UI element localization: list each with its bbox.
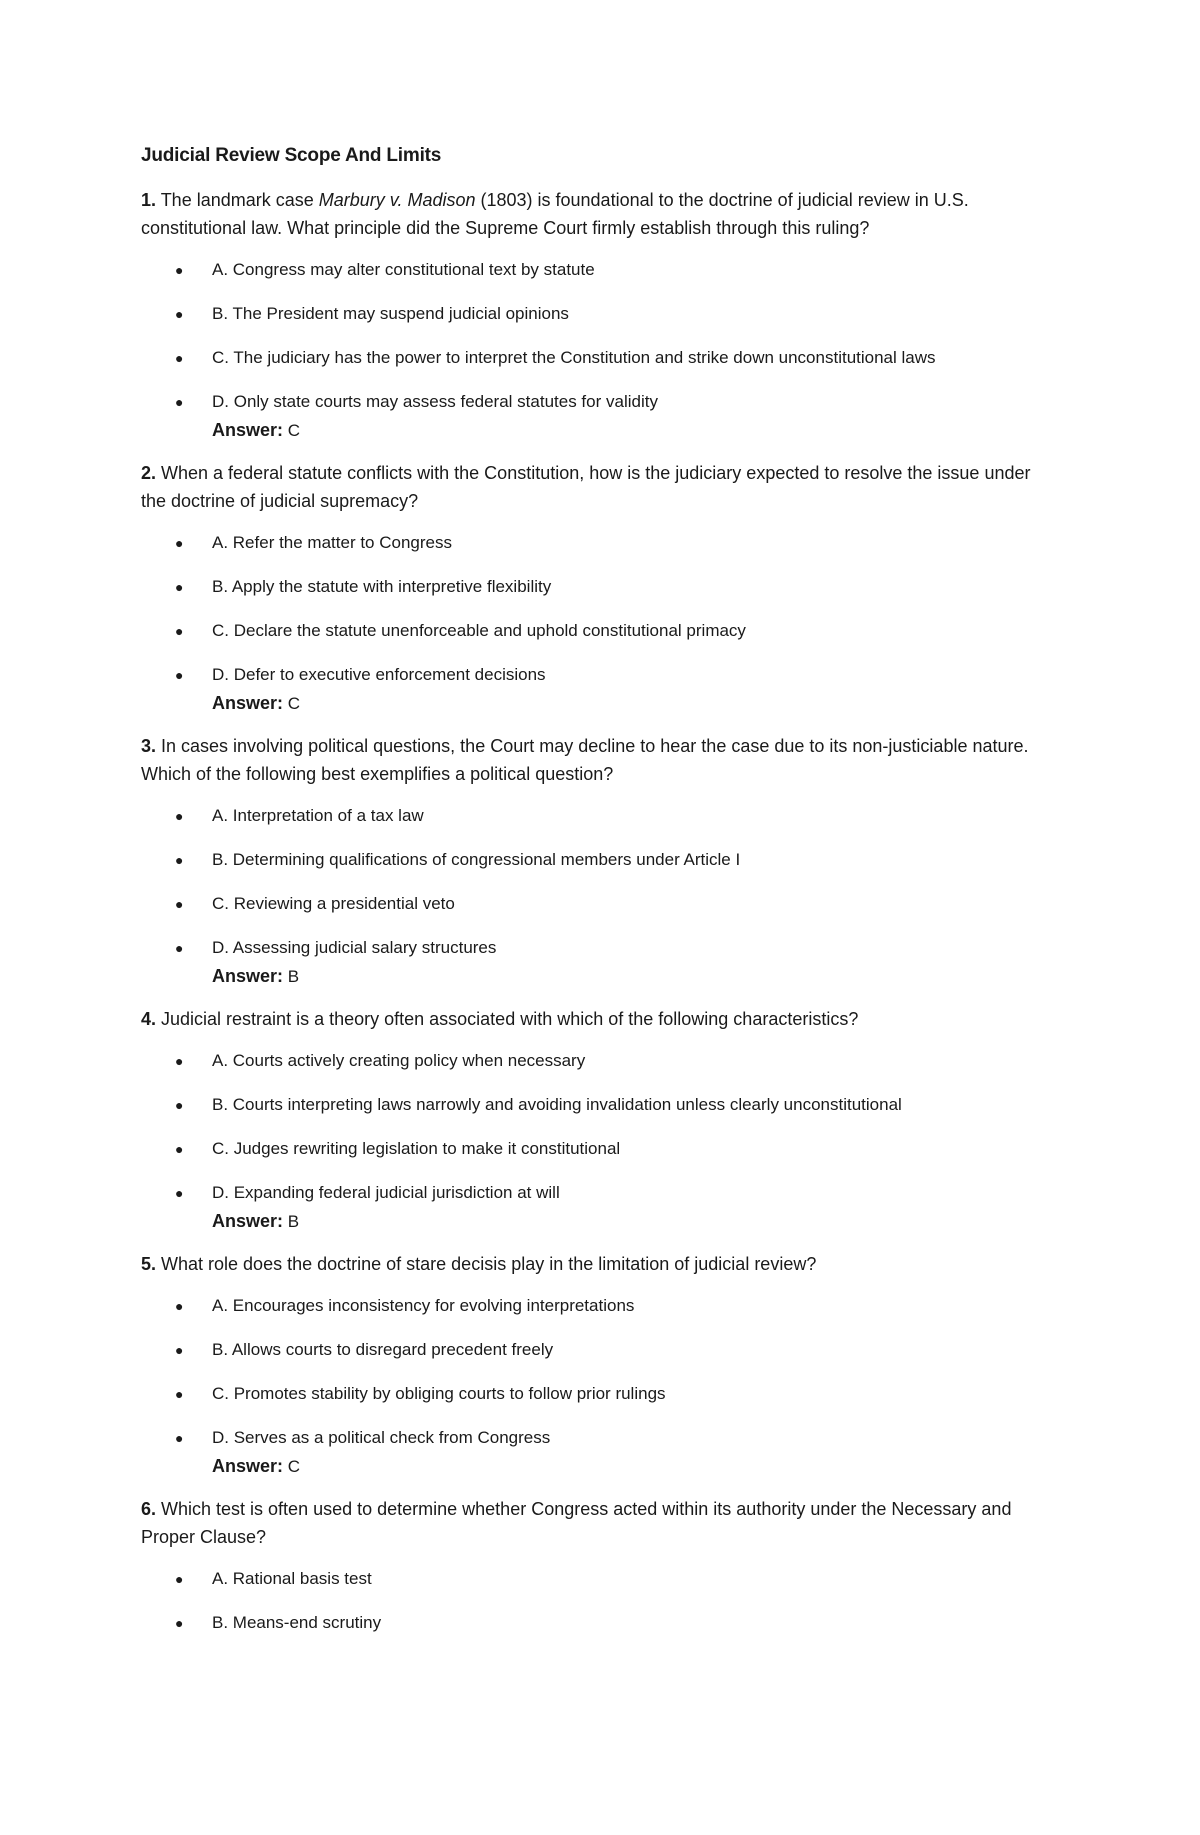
answer-line [141,689,1060,718]
option-label: A. Congress may alter constitutional text by statute [212,260,595,279]
option-d [141,1179,1060,1207]
bullet-icon: ● [175,808,184,824]
option-label: A. Refer the matter to Congress [212,533,452,552]
bullet-icon: ● [175,1342,184,1358]
bullet-icon: ● [175,262,184,278]
option-b [141,1336,1060,1364]
option-label: B. Allows courts to disregard precedent freely [212,1340,554,1359]
answer-value: B [283,967,300,986]
bullet-icon: ● [175,896,184,912]
question-number: 4. [141,1009,157,1029]
option-a [141,256,1060,284]
option-list [141,1047,1060,1207]
question-text-part: In cases involving political questions, the Court may decline to hear the case due to its non-justiciable nature. Which of the following best exemplifies a political question? [141,736,1029,784]
option-label: D. Assessing judicial salary structures [212,938,497,957]
document-title: Judicial Review Scope And Limits [141,145,442,166]
option-label: A. Rational basis test [212,1569,372,1588]
option-d [141,1424,1060,1452]
option-b [141,300,1060,328]
question-text [141,1250,1060,1278]
option-label: C. Reviewing a presidential veto [212,894,455,913]
answer-value: C [283,421,301,440]
bullet-icon: ● [175,1615,184,1631]
option-b [141,846,1060,874]
option-a [141,1047,1060,1075]
option-label: D. Only state courts may assess federal statutes for validity [212,392,658,411]
bullet-icon: ● [175,1298,184,1314]
option-label: B. Apply the statute with interpretive flexibility [212,577,552,596]
option-b [141,573,1060,601]
bullet-icon: ● [175,350,184,366]
option-label: B. Courts interpreting laws narrowly and avoiding invalidation unless clearly unconstitutional [212,1095,902,1114]
answer-line [141,1452,1060,1481]
option-a [141,529,1060,557]
bullet-icon: ● [175,852,184,868]
question-number: 5. [141,1254,157,1274]
bullet-icon: ● [175,535,184,551]
bullet-icon: ● [175,1185,184,1201]
option-b [141,1609,1060,1637]
option-list [141,529,1060,689]
answer-label: Answer: [212,693,284,713]
option-a [141,1565,1060,1593]
case-name: Marbury v. Madison [318,190,476,210]
question-number: 3. [141,736,157,756]
option-c [141,344,1060,372]
option-label: A. Encourages inconsistency for evolving interpretations [212,1296,635,1315]
option-label: B. The President may suspend judicial opinions [212,304,569,323]
bullet-icon: ● [175,1430,184,1446]
bullet-icon: ● [175,623,184,639]
bullet-icon: ● [175,940,184,956]
option-label: D. Expanding federal judicial jurisdiction at will [212,1183,560,1202]
answer-label: Answer: [212,966,284,986]
question-text-part: Judicial restraint is a theory often associated with which of the following characteristics? [156,1009,859,1029]
option-label: C. Declare the statute unenforceable and uphold constitutional primacy [212,621,746,640]
option-label: C. Promotes stability by obliging courts to follow prior rulings [212,1384,666,1403]
bullet-icon: ● [175,1386,184,1402]
option-label: A. Interpretation of a tax law [212,806,424,825]
option-list [141,1292,1060,1452]
question-text [141,1005,1060,1033]
answer-label: Answer: [212,420,284,440]
answer-line [141,962,1060,991]
question-number: 2. [141,463,157,483]
question-text-part: The landmark case [156,190,319,210]
answer-value: B [283,1212,300,1231]
bullet-icon: ● [175,1097,184,1113]
question-text [141,732,1060,788]
question-text-part: Which test is often used to determine whether Congress acted within its authority under the Necessary and Proper Clause? [141,1499,1012,1547]
option-d [141,661,1060,689]
bullet-icon: ● [175,667,184,683]
answer-label: Answer: [212,1211,284,1231]
question-2 [141,459,1060,718]
question-5 [141,1250,1060,1481]
option-label: D. Serves as a political check from Congress [212,1428,551,1447]
bullet-icon: ● [175,1053,184,1069]
option-b [141,1091,1060,1119]
question-4 [141,1005,1060,1236]
option-c [141,890,1060,918]
option-list [141,256,1060,416]
answer-value: C [283,694,301,713]
bullet-icon: ● [175,1141,184,1157]
question-1 [141,186,1060,445]
bullet-icon: ● [175,394,184,410]
option-a [141,1292,1060,1320]
question-text-part: When a federal statute conflicts with the Constitution, how is the judiciary expected to resolve the issue under the doctrine of judicial supremacy? [141,463,1031,511]
option-label: A. Courts actively creating policy when necessary [212,1051,586,1070]
question-number: 6. [141,1499,157,1519]
option-d [141,934,1060,962]
answer-value: C [283,1457,301,1476]
question-text [141,186,1060,242]
option-a [141,802,1060,830]
question-text [141,459,1060,515]
option-c [141,617,1060,645]
option-label: B. Means-end scrutiny [212,1613,382,1632]
bullet-icon: ● [175,306,184,322]
option-list [141,1565,1060,1637]
question-6 [141,1495,1060,1637]
option-list [141,802,1060,962]
option-c [141,1135,1060,1163]
question-text [141,1495,1060,1551]
option-c [141,1380,1060,1408]
bullet-icon: ● [175,579,184,595]
bullet-icon: ● [175,1571,184,1587]
option-label: B. Determining qualifications of congressional members under Article I [212,850,741,869]
option-d [141,388,1060,416]
answer-label: Answer: [212,1456,284,1476]
answer-line [141,1207,1060,1236]
answer-line [141,416,1060,445]
question-number: 1. [141,190,157,210]
option-label: D. Defer to executive enforcement decisions [212,665,546,684]
question-text-part: (1803) is foundational to the doctrine of judicial review in U.S. constitutional law. What principle did the Supreme Court firmly establish through this ruling? [141,190,969,238]
question-text-part: What role does the doctrine of stare decisis play in the limitation of judicial review? [156,1254,817,1274]
option-label: C. Judges rewriting legislation to make it constitutional [212,1139,621,1158]
option-label: C. The judiciary has the power to interpret the Constitution and strike down unconstitutional laws [212,348,936,367]
question-3 [141,732,1060,991]
